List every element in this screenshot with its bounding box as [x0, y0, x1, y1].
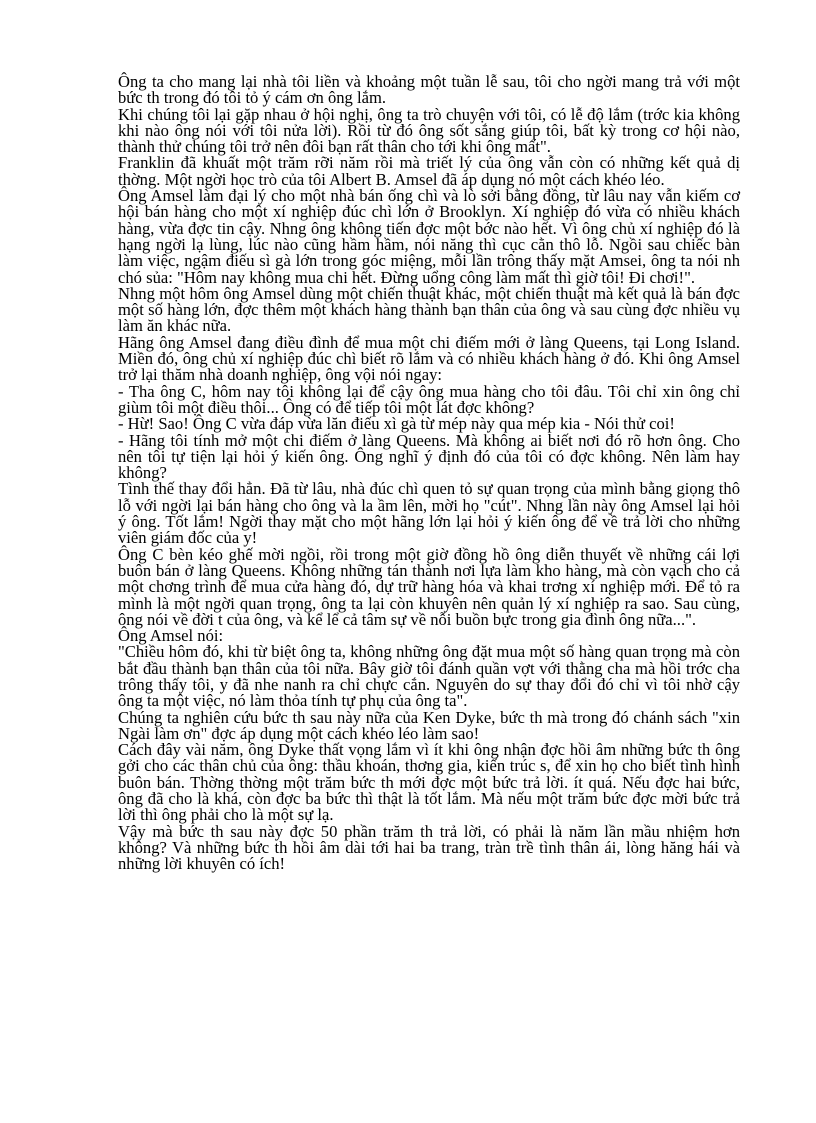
paragraph: Franklin đã khuất một trăm rỡi năm rồi mà triết lý của ông vẫn còn có những kết quả dị thờng. Một ngời học trò của tôi Albert B. Amsel đã áp dụng nó một cách khéo léo.	[118, 153, 740, 189]
quote-paragraph: "Chiều hôm đó, khi từ biệt ông ta, không những ông đặt mua một số hàng quan trọng mà còn bắt đầu thành bạn thân của tôi nữa. Bây giờ tôi đánh quần vợt với thằng cha mà hồi trớc cha trông thấy tôi, y đã nhe nanh ra chỉ chực cắn. Nguyên do sự thay đổi đó chỉ vì tôi nhờ cậy ông ta một việc, nó làm thỏa tính tự phụ của ông ta".	[118, 642, 740, 711]
paragraph: Ông Amsel làm đại lý cho một nhà bán ống chì và lò sởi bằng đồng, từ lâu nay vẫn kiếm cơ hội bán hàng cho một xí nghiệp đúc chì lớn ở Brooklyn. Xí nghiệp đó vừa có nhiều khách hàng, vừa đợc tin cậy. Nhng ông không tiến đợc một bớc nào hết. Vì ông chủ xí nghiệp đó là hạng ngời lạ lùng, lúc nào cũng hầm hầm, nói năng thì cục cằn thô lỗ. Ngồi sau chiếc bàn làm việc, ngậm điếu sì gà lớn trong góc miệng, mỗi lần trông thấy mặt Amsei, ông ta nói nh chó sủa: "Hôm nay không mua chi hết. Đừng uổng công làm mất thì giờ tôi! Đi chơi!".	[118, 186, 740, 287]
dialogue-line: - Hừ! Sao! Ông C vừa đáp vừa lăn điếu xì gà từ mép này qua mép kia - Nói thử coi!	[118, 414, 675, 434]
paragraph: Chúng ta nghiên cứu bức th sau này nữa của Ken Dyke, bức th mà trong đó chánh sách "xin Ngài làm ơn" đợc áp dụng một cách khéo léo làm sao!	[118, 707, 740, 743]
dialogue-line: - Tha ông C, hôm nay tôi không lại để cậy ông mua hàng cho tôi đâu. Tôi chỉ xin ông chỉ giùm tôi một điều thôi... Ông có để tiếp tôi một lát đợc không?	[118, 381, 740, 417]
paragraph: Ông C bèn kéo ghế mời ngồi, rồi trong một giờ đồng hồ ông diễn thuyết về những cái lợi buôn bán ở làng Queens. Không những tán thành nơi lựa làm kho hàng, mà còn vạch cho cả một chơng trình để mua cửa hàng đó, dự trữ hàng hóa và khai trơng xí nghiệp mới. Để tỏ ra mình là một ngời quan trọng, ông ta lại còn khuyên nên quản lý xí nghiệp ra sao. Sau cùng, ông nói về đời t của ông, và kể lể cả tâm sự về nỗi buồn bực trong gia đình ông nữa...".	[118, 544, 740, 629]
paragraph: Vậy mà bức th sau này đợc 50 phần trăm th trả lời, có phải là năm lần mầu nhiệm hơn không? Và những bức th hồi âm dài tới hai ba trang, tràn trề tình thân ái, lòng hăng hái và những lời khuyên có ích!	[118, 821, 740, 874]
paragraph: Tình thế thay đổi hẳn. Đã từ lâu, nhà đúc chì quen tỏ sự quan trọng của mình bằng giọng thô lỗ với ngời lại bán hàng cho ông và la ầm lên, mời họ "cút". Nhng lần này ông Amsel lại hỏi ý ông. Tốt lắm! Ngời thay mặt cho một hãng lớn lại hỏi ý kiến ông để về trả lời cho những viên giám đốc của y!	[118, 479, 740, 548]
paragraph: Nhng một hôm ông Amsel dùng một chiến thuật khác, một chiến thuật mà kết quả là bán đợc một số hàng lớn, đợc thêm một khách hàng thành bạn thân của ông và sau cùng đợc nhiều vụ làm ăn khác nữa.	[118, 283, 740, 336]
paragraph: Ông ta cho mang lại nhà tôi liền và khoảng một tuần lễ sau, tôi cho ngời mang trả với một bức th trong đó tôi tỏ ý cám ơn ông lắm.	[118, 72, 740, 108]
paragraph: Khi chúng tôi lại gặp nhau ở hội nghị, ông ta trò chuyện với tôi, có lễ độ lắm (trớc kia không khi nào ông nói với tôi nửa lời). Rồi từ đó ông sốt sắng giúp tôi, bất kỳ trong cơ hội nào, thành thử chúng tôi trở nên đôi bạn rất thân cho tới khi ông mất".	[118, 104, 740, 157]
document-page	[118, 74, 740, 873]
paragraph: Cách đây vài năm, ông Dyke thất vọng lắm vì ít khi ông nhận đợc hồi âm những bức th ông gởi cho các thân chủ của ông: thầu khoán, thơng gia, kiến trúc s, để xin họ cho biết tình hình buôn bán. Thờng thờng một trăm bức th mới đợc một bức trả lời. ít quá. Nếu đợc hai bức, ông đã cho là khá, còn đợc ba bức thì thật là tốt lắm. Mà nếu một trăm bức đợc mời bức trả lời thì ông phải cho là một sự lạ.	[118, 740, 740, 825]
paragraph: Ông Amsel nói:	[118, 626, 224, 646]
paragraph: Hãng ông Amsel đang điều đình để mua một chi điếm mới ở làng Queens, tại Long Island. Miền đó, ông chủ xí nghiệp đúc chì biết rõ lắm và có nhiều khách hàng ở đó. Khi ông Amsel trở lại thăm nhà doanh nghiệp, ông vội nói ngay:	[118, 332, 740, 385]
dialogue-line: - Hãng tôi tính mở một chi điếm ở làng Queens. Mà không ai biết nơi đó rõ hơn ông. Cho nên tôi tự tiện lại hỏi ý kiến ông. Ông nghĩ ý định đó của tôi có đợc không. Nên làm hay không?	[118, 430, 740, 483]
